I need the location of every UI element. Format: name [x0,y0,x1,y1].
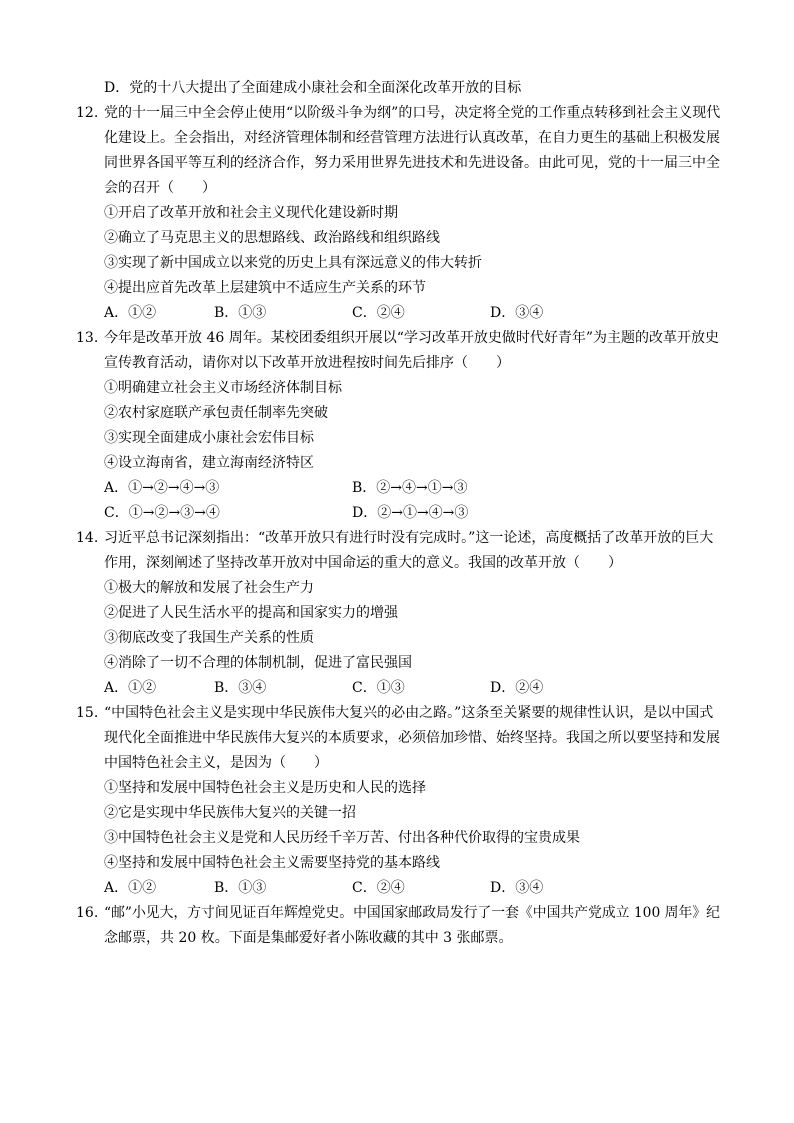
question-stem-line: “邮”小见大，方寸间见证百年辉煌党史。中国国家邮政局发行了一套《中国共产党成立 100 周年》纪 [104,905,720,921]
statement-item: ③中国特色社会主义是党和人民历经千辛万苦、付出各种代价取得的宝贵成果 [104,830,580,846]
statement-item: ①开启了改革开放和社会主义现代化建设新时期 [104,205,398,221]
choice-d: D．②→①→④→③ [352,505,469,521]
choice-a: A．①→②→④→③ [104,480,220,496]
choice-d: D．③④ [490,880,544,896]
statement-item: ①极大的解放和发展了社会生产力 [104,580,314,596]
statement-item: ①坚持和发展中国特色社会主义是历史和人民的选择 [104,780,426,796]
choice-c: C．①③ [352,680,405,696]
choice-a: A．①② [104,880,157,896]
choice-b: B．①③ [214,880,267,896]
question-stem-line: 习近平总书记深刻指出：“改革开放只有进行时没有完成时。”这一论述，高度概括了改革开放的巨大 [104,530,714,546]
statement-item: ②农村家庭联产承包责任制率先突破 [104,405,328,421]
choice-c: C．①→②→③→④ [104,505,220,521]
choice-c: C．②④ [352,305,405,321]
statement-item: ①明确建立社会主义市场经济体制目标 [104,380,342,396]
question-number: 15. [76,705,99,721]
question-number: 16. [76,905,99,921]
choice-b: B．②→④→①→③ [352,480,468,496]
choice-d: D．②④ [490,680,544,696]
choice-b: B．①③ [214,305,267,321]
statement-item: ③彻底改变了我国生产关系的性质 [104,630,314,646]
choice-a: A．①② [104,680,157,696]
question-stem-line: “中国特色社会主义是实现中华民族伟大复兴的必由之路。”这条至关紧要的规律性认识，是以中国式 [104,705,714,721]
statement-item: ④消除了一切不合理的体制机制，促进了富民强国 [104,655,412,671]
choice-a: A．①② [104,305,157,321]
question-stem-line: 现代化全面推进中华民族伟大复兴的本质要求，必须倍加珍惜、始终坚持。我国之所以要坚持和发展 [104,730,720,746]
question-stem-line: 会的召开（ ） [104,180,216,196]
question-stem-line: 今年是改革开放 46 周年。某校团委组织开展以“学习改革开放史做时代好青年”为主题的改革开放史 [104,330,720,346]
question-number: 14. [76,530,99,546]
question-stem-line: 宣传教育活动，请你对以下改革开放进程按时间先后排序（ ） [104,355,510,371]
question-stem-line: 党的十一届三中全会停止使用“以阶级斗争为纲”的口号，决定将全党的工作重点转移到社会主义现代 [104,105,721,121]
choice-c: C．②④ [352,880,405,896]
question-stem-line: 同世界各国平等互利的经济合作，努力采用世界先进技术和先进设备。由此可见，党的十一届三中全 [104,155,720,171]
statement-item: ②确立了马克思主义的思想路线、政治路线和组织路线 [104,230,440,246]
statement-item: ④坚持和发展中国特色社会主义需要坚持党的基本路线 [104,855,440,871]
question-stem-line: 中国特色社会主义，是因为（ ） [104,755,328,771]
statement-item: ③实现全面建成小康社会宏伟目标 [104,430,314,446]
statement-item: ②促进了人民生活水平的提高和国家实力的增强 [104,605,398,621]
statement-item: ④设立海南省，建立海南经济特区 [104,455,314,471]
prev-option-d: D．党的十八大提出了全面建成小康社会和全面深化改革开放的目标 [104,80,522,96]
choice-b: B．③④ [214,680,267,696]
statement-item: ③实现了新中国成立以来党的历史上具有深远意义的伟大转折 [104,255,482,271]
statement-item: ④提出应首先改革上层建筑中不适应生产关系的环节 [104,280,426,296]
question-stem-line: 作用，深刻阐述了坚持改革开放对中国命运的重大的意义。我国的改革开放（ ） [104,555,622,571]
question-stem-line: 念邮票，共 20 枚。下面是集邮爱好者小陈收藏的其中 3 张邮票。 [104,930,513,946]
statement-item: ②它是实现中华民族伟大复兴的关键一招 [104,805,356,821]
choice-d: D．③④ [490,305,544,321]
question-stem-line: 化建设上。全会指出，对经济管理体制和经营管理方法进行认真改革，在自力更生的基础上积极发展 [104,130,720,146]
question-number: 12. [76,105,99,121]
question-number: 13. [76,330,99,346]
